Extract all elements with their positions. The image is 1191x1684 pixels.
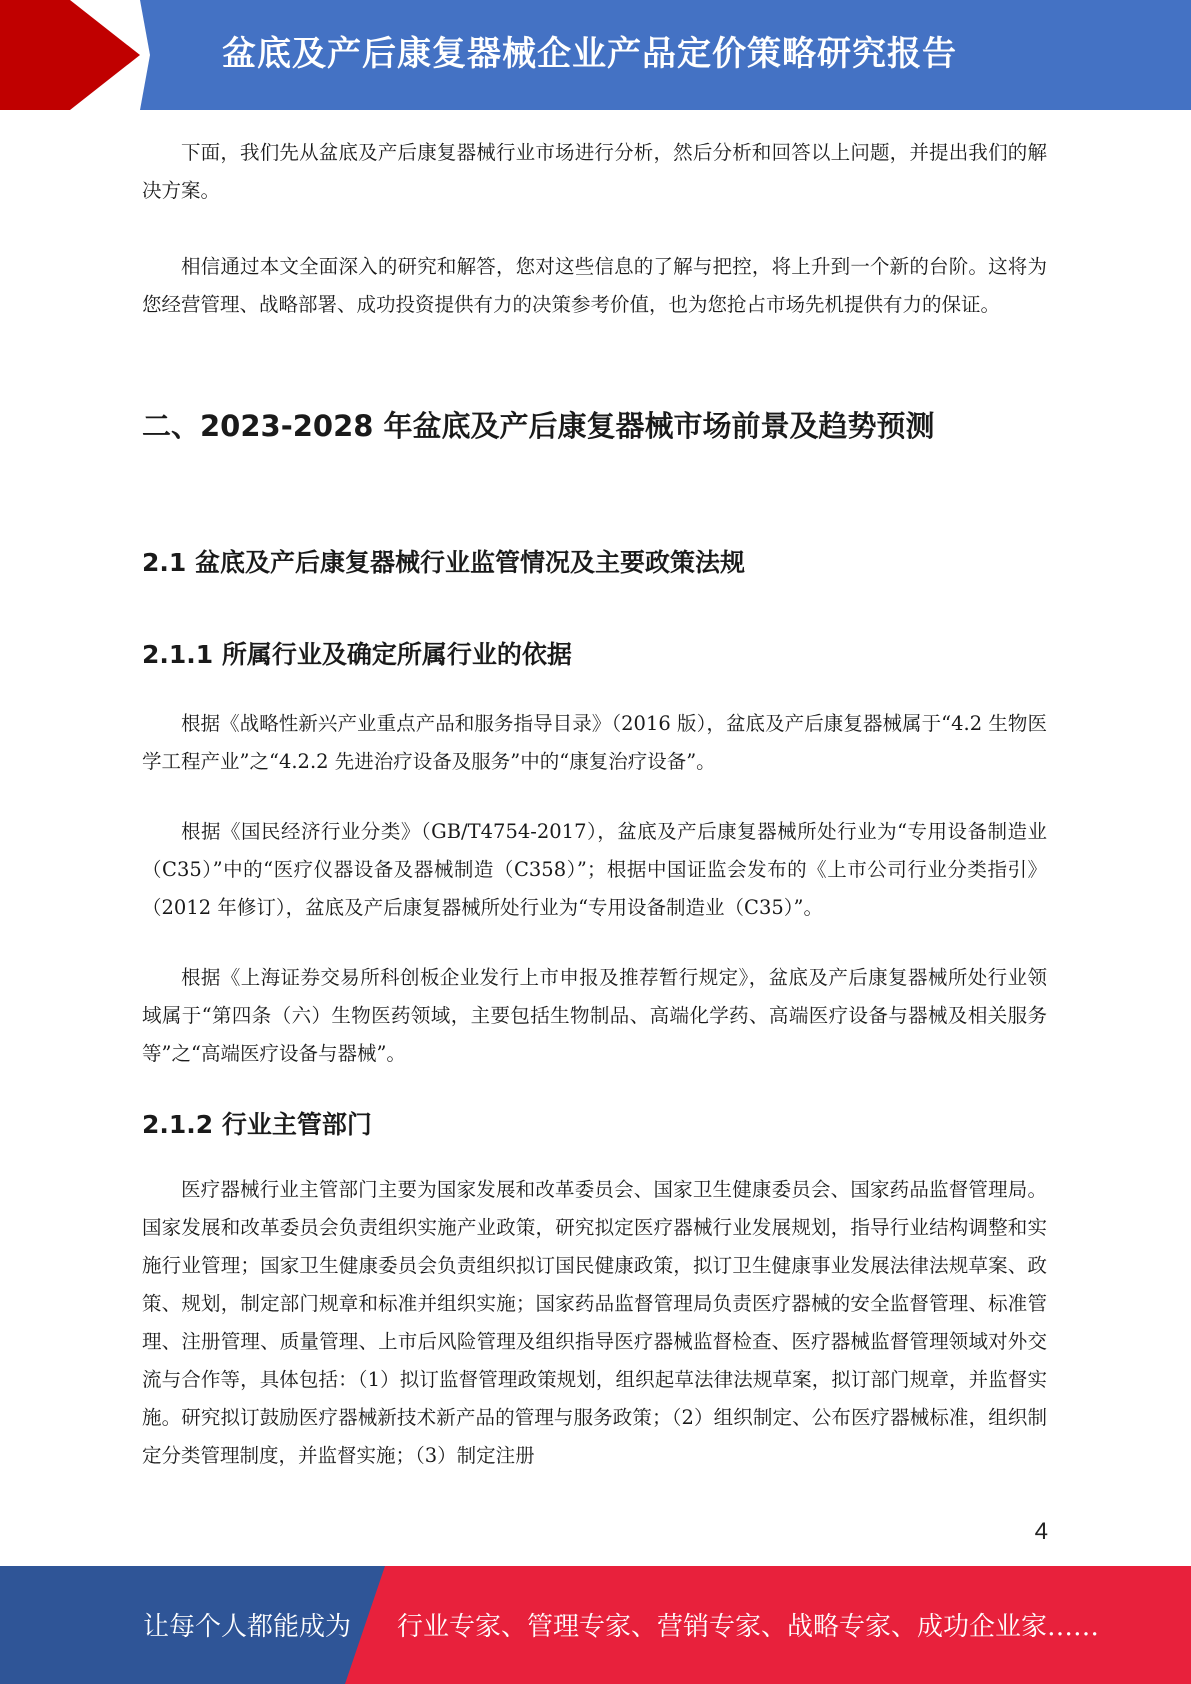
header-banner xyxy=(0,0,1191,110)
page-content xyxy=(142,130,1047,1475)
footer-slogan-left: 让每个人都能成为 xyxy=(143,1612,352,1642)
sub2-heading: 2.1.2 行业主管部门 xyxy=(142,1110,372,1139)
sub1-heading: 2.1.1 所属行业及确定所属行业的依据 xyxy=(142,640,572,669)
subsection-heading: 2.1 盆底及产后康复器械行业监管情况及主要政策法规 xyxy=(142,548,745,577)
footer-banner xyxy=(0,1566,1191,1684)
sub1-paragraph-1: 根据《战略性新兴产业重点产品和服务指导目录》（2016 版），盆底及产后康复器械属于“4.2 生物医学工程产业”之“4.2.2 先进治疗设备及服务”中的“康复治疗设备”。 xyxy=(142,712,1047,773)
section-heading: 二、2023-2028 年盆底及产后康复器械市场前景及趋势预测 xyxy=(142,409,935,443)
sub2-paragraph: 医疗器械行业主管部门主要为国家发展和改革委员会、国家卫生健康委员会、国家药品监督管理局。国家发展和改革委员会负责组织实施产业政策，研究拟定医疗器械行业发展规划，指导行业结构调整和实施行业管理；国家卫生健康委员会负责组织拟订国民健康政策，拟订卫生健康事业发展法律法规草案、政策、规划，制定部门规章和标准并组织实施；国家药品监督管理局负责医疗器械的安全监督管理、标准管理、注册管理、质量管理、上市后风险管理及组织指导医疗器械监督检查、医疗器械监督管理领域对外交流与合作等，具体包括：（1）拟订监督管理政策规划，组织起草法律法规草案，拟订部门规章，并监督实施。研究拟订鼓励医疗器械新技术新产品的管理与服务政策；（2）组织制定、公布医疗器械标准，组织制定分类管理制度，并监督实施；（3）制定注册 xyxy=(142,1178,1047,1467)
intro-paragraph-1: 下面，我们先从盆底及产后康复器械行业市场进行分析，然后分析和回答以上问题，并提出我们的解决方案。 xyxy=(142,141,1047,202)
page-number: 4 xyxy=(1034,1518,1048,1545)
sub1-paragraph-3: 根据《上海证券交易所科创板企业发行上市申报及推荐暂行规定》，盆底及产后康复器械所处行业领域属于“第四条（六）生物医药领域，主要包括生物制品、高端化学药、高端医疗设备与器械及相关服务等”之“高端医疗设备与器械”。 xyxy=(142,966,1047,1065)
report-title: 盆底及产后康复器械企业产品定价策略研究报告 xyxy=(222,34,957,74)
sub1-paragraph-2: 根据《国民经济行业分类》（GB/T4754-2017），盆底及产后康复器械所处行业为“专用设备制造业（C35）”中的“医疗仪器设备及器械制造（C358）”；根据中国证监会发布的《上市公司行业分类指引》（2012 年修订），盆底及产后康复器械所处行业为“专用设备制造业（C35）”。 xyxy=(142,820,1047,919)
footer-slogan-right: 行业专家、管理专家、营销专家、战略专家、成功企业家…… xyxy=(397,1612,1100,1642)
intro-paragraph-2: 相信通过本文全面深入的研究和解答，您对这些信息的了解与把控，将上升到一个新的台阶。这将为您经营管理、战略部署、成功投资提供有力的决策参考价值，也为您抢占市场先机提供有力的保证。 xyxy=(142,255,1047,316)
